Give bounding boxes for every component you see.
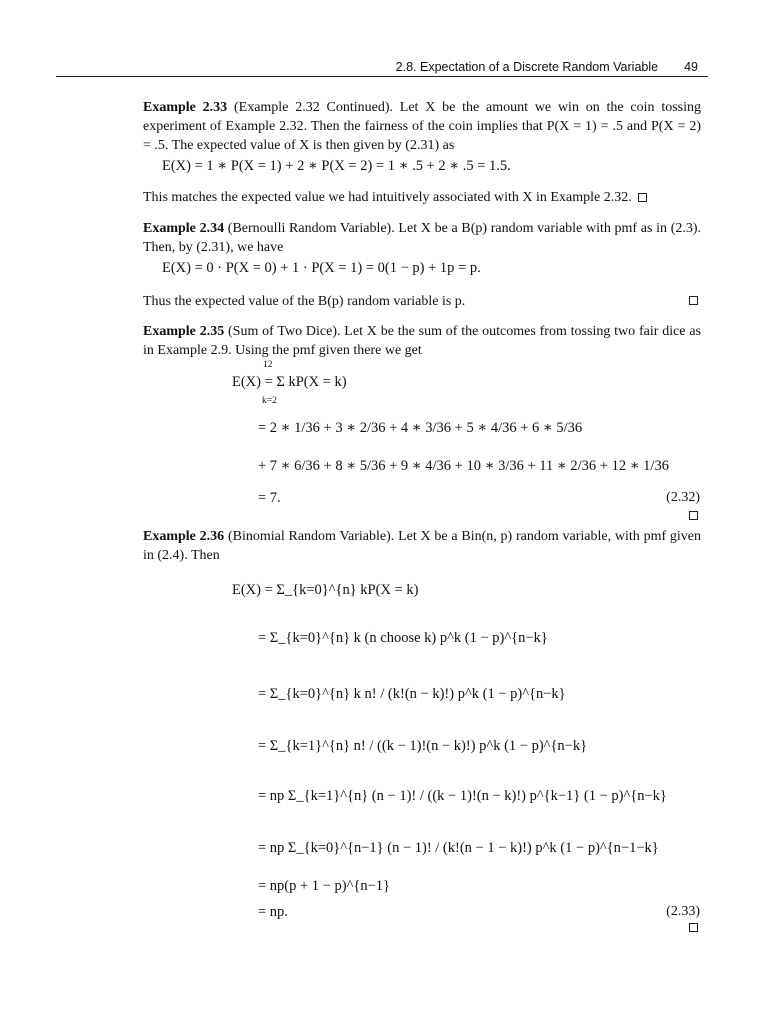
example-2-33-title: (Example 2.32 Continued).	[233, 100, 393, 115]
example-2-34-equation: E(X) = 0 · P(X = 0) + 1 · P(X = 1) = 0(1 − p) + 1p = p.	[162, 260, 481, 276]
example-2-34-intro	[143, 219, 701, 257]
sum-lower-limit: k=2	[262, 396, 277, 406]
example-2-35-text: Let X be the sum of the outcomes from tossing two fair dice as in Example 2.9. Using the pmf given there we get	[143, 324, 701, 358]
example-2-34-conclusion-text: Thus the expected value of the B(p) random variable is p.	[143, 294, 466, 309]
example-2-35-title: (Sum of Two Dice).	[228, 324, 341, 339]
example-2-34-text: Let X be a B(p) random variable with pmf as in (2.3). Then, by (2.31), we have	[143, 221, 702, 255]
qed-icon	[689, 923, 698, 932]
running-header	[56, 58, 708, 78]
example-2-36-line-2: = Σ_{k=0}^{n} k (n choose k) p^k (1 − p)^{n−k}	[258, 630, 548, 646]
example-2-36-intro	[143, 527, 701, 565]
example-2-34-title: (Bernoulli Random Variable).	[227, 221, 395, 236]
example-2-36-text: Let X be a Bin(n, p) random variable, with pmf given in (2.4). Then	[143, 529, 702, 563]
example-2-33-label: Example 2.33	[143, 100, 228, 115]
example-2-36-label: Example 2.36	[143, 529, 225, 544]
example-2-36-line-8: = np.	[258, 904, 288, 920]
example-2-35-line-3: + 7 ∗ 6/36 + 8 ∗ 5/36 + 9 ∗ 4/36 + 10 ∗ 3/36 + 11 ∗ 2/36 + 12 ∗ 1/36	[258, 458, 669, 474]
example-2-36-line-3: = Σ_{k=0}^{n} k n! / (k!(n − k)!) p^k (1 − p)^{n−k}	[258, 686, 566, 702]
example-2-33-intro	[143, 98, 701, 155]
example-2-36-line-6: = np Σ_{k=0}^{n−1} (n − 1)! / (k!(n − 1 − k)!) p^k (1 − p)^{n−1−k}	[258, 840, 659, 856]
example-2-35-intro	[143, 322, 701, 360]
equation-number-2-32: (2.32)	[666, 490, 700, 505]
example-2-33-conclusion	[143, 188, 701, 207]
section-title: 2.8. Expectation of a Discrete Random Variable	[395, 60, 659, 74]
example-2-36-line-4: = Σ_{k=1}^{n} n! / ((k − 1)!(n − k)!) p^k (1 − p)^{n−k}	[258, 738, 588, 754]
qed-icon	[689, 511, 698, 520]
example-2-35-line-4: = 7.	[258, 490, 281, 506]
example-2-36-line-1: E(X) = Σ_{k=0}^{n} kP(X = k)	[232, 582, 419, 598]
page-number: 49	[684, 60, 698, 74]
header-rule	[56, 76, 708, 77]
example-2-33-equation: E(X) = 1 ∗ P(X = 1) + 2 ∗ P(X = 2) = 1 ∗ .5 + 2 ∗ .5 = 1.5.	[162, 158, 511, 174]
example-2-33-text: Let X be the amount we win on the coin tossing experiment of Example 2.32. Then the fairness of the coin implies that P(X = 1) = .5 and P(X = 2) = .5. The expected value of X is then given by (2.31) as	[143, 100, 701, 153]
example-2-34-label: Example 2.34	[143, 221, 225, 236]
equation-number-2-33: (2.33)	[666, 904, 700, 919]
example-2-35-line-2: = 2 ∗ 1/36 + 3 ∗ 2/36 + 4 ∗ 3/36 + 5 ∗ 4/36 + 6 ∗ 5/36	[258, 420, 583, 436]
example-2-35-label: Example 2.35	[143, 324, 225, 339]
example-2-33-conclusion-text: This matches the expected value we had intuitively associated with X in Example 2.32.	[143, 190, 632, 205]
running-header-text	[396, 60, 698, 74]
qed-icon	[638, 193, 647, 202]
example-2-34-conclusion	[143, 292, 701, 311]
example-2-35-line-1: E(X) = Σ kP(X = k)	[232, 374, 347, 390]
example-2-36-line-5: = np Σ_{k=1}^{n} (n − 1)! / ((k − 1)!(n − k)!) p^{k−1} (1 − p)^{n−k}	[258, 788, 667, 804]
example-2-36-line-7: = np(p + 1 − p)^{n−1}	[258, 878, 390, 894]
example-2-36-title: (Binomial Random Variable).	[227, 529, 395, 544]
sum-upper-limit: 12	[263, 360, 273, 370]
qed-icon	[689, 296, 698, 305]
